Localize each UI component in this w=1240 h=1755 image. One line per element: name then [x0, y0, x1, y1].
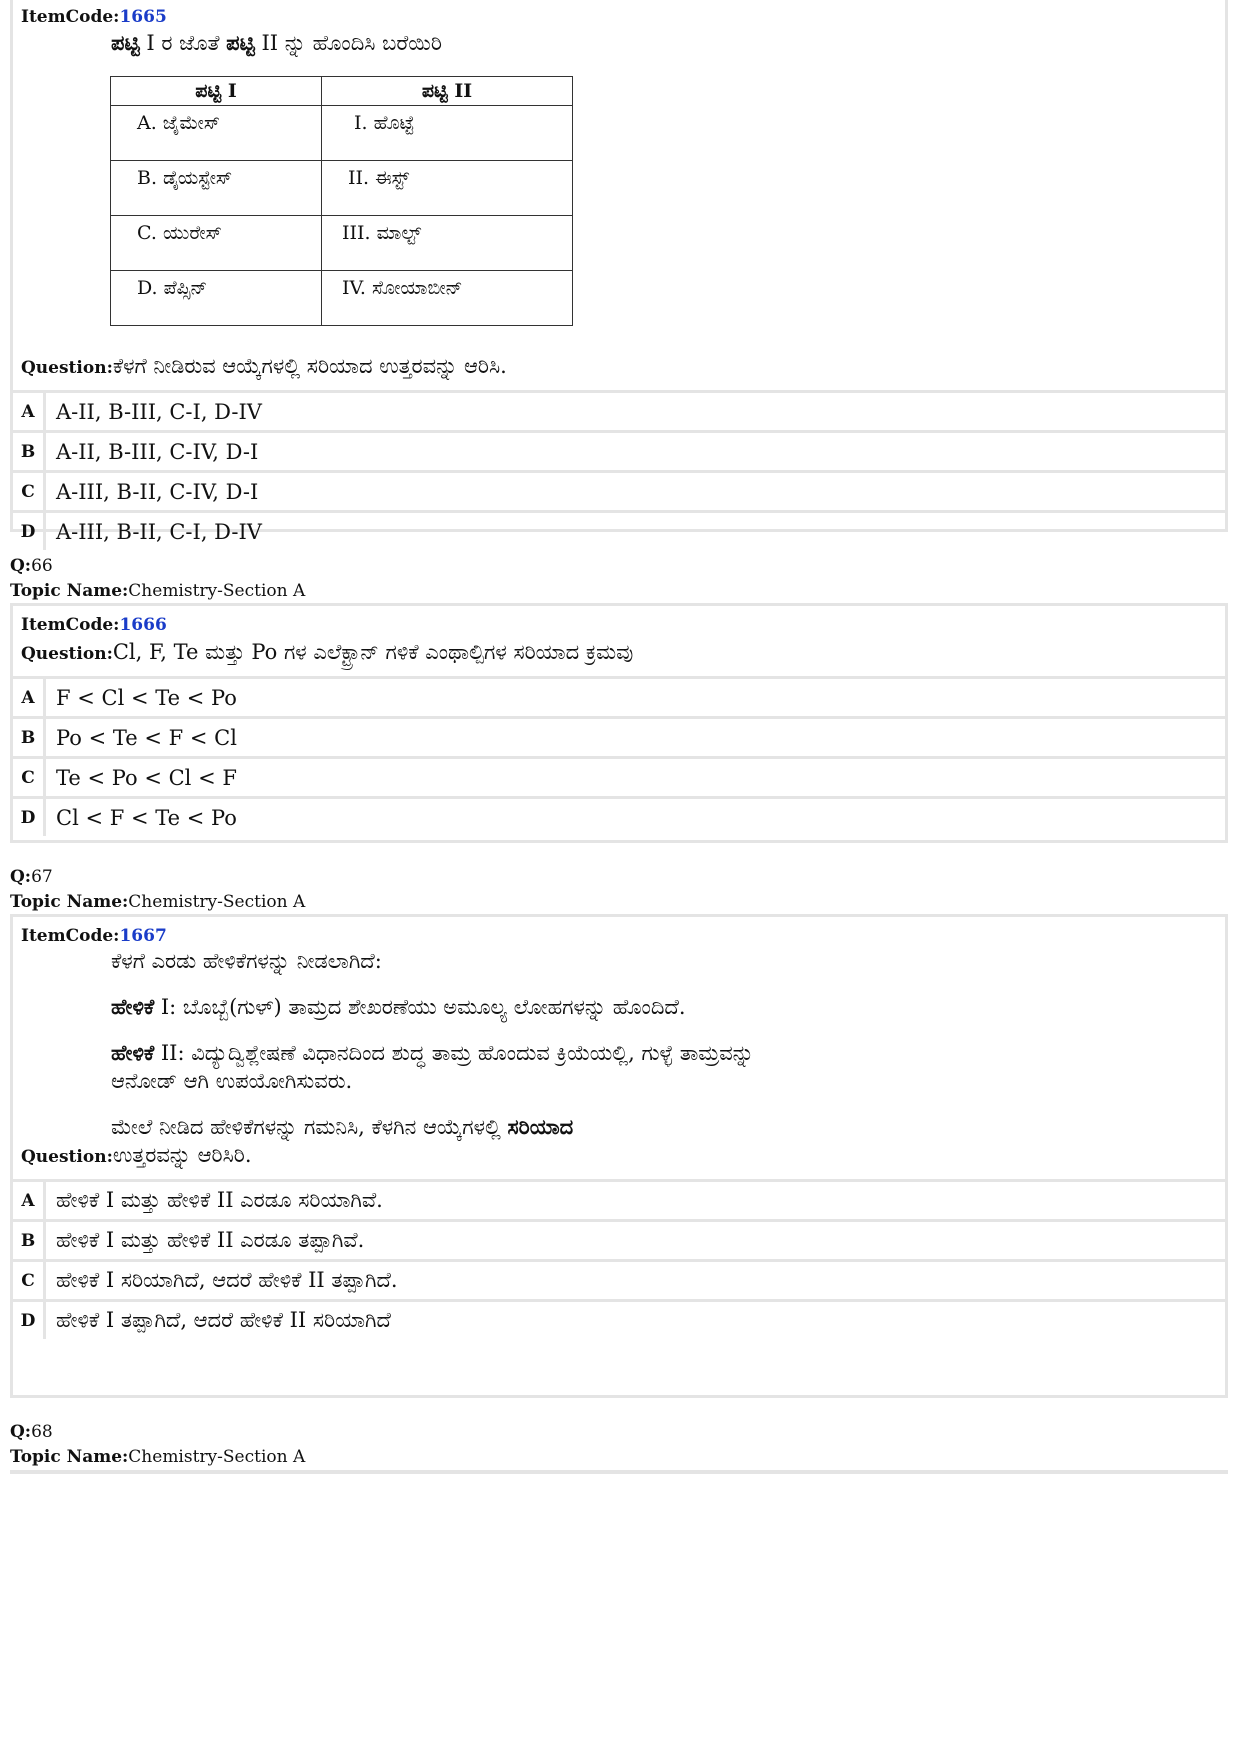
match-table — [110, 76, 573, 326]
item-code-line — [21, 614, 1217, 636]
option-a[interactable] — [13, 1179, 1225, 1219]
option-text: F < Cl < Te < Po — [56, 685, 237, 710]
question-card-1666 — [10, 603, 1228, 843]
table-cell-right: III. ಮಾಲ್ಟ್ — [322, 216, 573, 271]
option-letter: C — [13, 759, 46, 796]
q-number: 68 — [31, 1422, 53, 1442]
option-c[interactable] — [13, 470, 1225, 510]
question-text: Cl, F, Te ಮತ್ತು Po ಗಳ ಎಲೆಕ್ಟ್ರಾನ್ ಗಳಿಕೆ ಎಂಥಾಲ್ಪಿಗಳ ಸರಿಯಾದ ಕ್ರಮವು — [112, 640, 634, 664]
q-number: 67 — [31, 867, 53, 887]
option-d[interactable] — [13, 1299, 1225, 1339]
statement-text: II: ವಿದ್ಯುದ್ವಿಶ್ಲೇಷಣೆ ವಿಧಾನದಿಂದ ಶುದ್ಧ ತಾಮ್ರ ಹೊಂದುವ ಕ್ರಿಯೆಯಲ್ಲಿ, ಗುಳ್ಳೆ ತಾಮ್ರವನ್ನು ಆನೋಡ್ ಆಗಿ ಉಪಯೋಗಿಸುವರು. — [111, 1041, 754, 1093]
option-text: ಹೇಳಿಕೆ I ತಪ್ಪಾಗಿದೆ, ಆದರೆ ಹೇಳಿಕೆ II ಸರಿಯಾಗಿದೆ — [56, 1308, 391, 1332]
topic-name — [10, 891, 305, 913]
question-label: Question: — [21, 358, 113, 378]
closing-text-plain: ಮೇಲೆ ನೀಡಿದ ಹೇಳಿಕೆಗಳನ್ನು ಗಮನಿಸಿ, ಕೆಳಗಿನ ಆಯ್ಕೆಗಳಲ್ಲಿ — [111, 1115, 508, 1139]
question-card-1667 — [10, 914, 1228, 1398]
topic-name — [10, 580, 305, 602]
instruction-bold-1: ಪಟ್ಟಿ — [111, 30, 140, 55]
topic-value: Chemistry-Section A — [128, 892, 306, 912]
option-letter: C — [13, 473, 46, 510]
item-code-value: 1667 — [119, 926, 167, 946]
option-b[interactable] — [13, 716, 1225, 756]
option-letter: D — [13, 1302, 46, 1339]
question-label: Question: — [21, 1147, 113, 1167]
option-c[interactable] — [13, 756, 1225, 796]
option-letter: D — [13, 799, 46, 836]
option-text: A-III, B-II, C-IV, D-I — [56, 479, 259, 504]
option-letter: A — [13, 679, 46, 716]
topic-value: Chemistry-Section A — [128, 1447, 306, 1467]
topic-label: Topic Name: — [10, 1447, 129, 1467]
option-text: Te < Po < Cl < F — [56, 765, 237, 790]
option-letter: A — [13, 393, 46, 430]
question-card-1665 — [10, 0, 1228, 544]
option-letter: A — [13, 1182, 46, 1219]
option-letter: B — [13, 719, 46, 756]
instruction-bold-2: ಪಟ್ಟಿ — [226, 30, 255, 55]
table-row — [111, 161, 573, 216]
option-text: A-II, B-III, C-IV, D-I — [56, 439, 259, 464]
item-code-value: 1665 — [119, 7, 167, 27]
instruction-text-1: I ರ ಜೊತೆ — [139, 31, 227, 55]
option-text: Cl < F < Te < Po — [56, 805, 237, 830]
table-cell-right: I. ಹೊಟ್ಟೆ — [322, 106, 573, 161]
statement-label: ಹೇಳಿಕೆ — [111, 994, 155, 1019]
option-text: ಹೇಳಿಕೆ I ಮತ್ತು ಹೇಳಿಕೆ II ಎರಡೂ ತಪ್ಪಾಗಿವೆ. — [56, 1228, 365, 1252]
table-header-list1: ಪಟ್ಟಿ I — [111, 77, 322, 106]
table-cell-left: B. ಡೈಯಸ್ಟೇಸ್ — [111, 161, 322, 216]
question-line — [21, 1141, 1217, 1179]
statement-1 — [111, 993, 791, 1021]
statement-label: ಹೇಳಿಕೆ — [111, 1040, 155, 1065]
topic-label: Topic Name: — [10, 581, 129, 601]
q-label: Q: — [10, 867, 32, 887]
table-cell-right: II. ಈಸ್ಟ್ — [322, 161, 573, 216]
option-d[interactable] — [13, 510, 1225, 550]
section-divider — [10, 1470, 1228, 1474]
option-letter: D — [13, 513, 46, 550]
question-number — [10, 866, 53, 888]
option-letter: C — [13, 1262, 46, 1299]
table-cell-left: A. ಜೈಮೇಸ್ — [111, 106, 322, 161]
topic-name — [10, 1446, 305, 1468]
item-code-label: ItemCode: — [21, 615, 120, 635]
table-header-list2: ಪಟ್ಟಿ II — [322, 77, 573, 106]
option-letter: B — [13, 1222, 46, 1259]
table-cell-right: IV. ಸೋಯಾಬೀನ್ — [322, 271, 573, 326]
table-row — [111, 106, 573, 161]
question-text: ಕೆಳಗೆ ನೀಡಿರುವ ಆಯ್ಕೆಗಳಲ್ಲಿ ಸರಿಯಾದ ಉತ್ತರವನ್ನು ಆರಿಸಿ. — [112, 354, 507, 378]
q-label: Q: — [10, 556, 32, 576]
option-c[interactable] — [13, 1259, 1225, 1299]
table-row — [111, 216, 573, 271]
item-code-label: ItemCode: — [21, 7, 120, 27]
item-code-label: ItemCode: — [21, 926, 120, 946]
topic-label: Topic Name: — [10, 892, 129, 912]
question-number — [10, 555, 53, 577]
table-row — [111, 271, 573, 326]
table-cell-left: C. ಯುರೇಸ್ — [111, 216, 322, 271]
topic-value: Chemistry-Section A — [128, 581, 306, 601]
instruction-text-2: II ನ್ನು ಹೊಂದಿಸಿ ಬರೆಯಿರಿ — [254, 31, 442, 55]
closing-text-bold: ಸರಿಯಾದ — [507, 1114, 574, 1139]
question-text: ಉತ್ತರವನ್ನು ಆರಿಸಿರಿ. — [112, 1143, 252, 1167]
option-d[interactable] — [13, 796, 1225, 836]
option-text: A-II, B-III, C-I, D-IV — [56, 399, 262, 424]
intro-text: ಕೆಳಗೆ ಎರಡು ಹೇಳಿಕೆಗಳನ್ನು ನೀಡಲಾಗಿದೆ: — [111, 949, 382, 973]
statement-2 — [111, 1039, 791, 1095]
item-code-line — [21, 6, 1217, 28]
item-code-line — [21, 925, 1217, 947]
option-text: ಹೇಳಿಕೆ I ಸರಿಯಾಗಿದೆ, ಆದರೆ ಹೇಳಿಕೆ II ತಪ್ಪಾಗಿದೆ. — [56, 1268, 398, 1292]
option-text: ಹೇಳಿಕೆ I ಮತ್ತು ಹೇಳಿಕೆ II ಎರಡೂ ಸರಿಯಾಗಿವೆ. — [56, 1188, 383, 1212]
closing-text — [111, 1113, 791, 1141]
option-text: Po < Te < F < Cl — [56, 725, 237, 750]
option-a[interactable] — [13, 390, 1225, 430]
question-line — [21, 636, 1217, 676]
q-label: Q: — [10, 1422, 32, 1442]
table-cell-left: D. ಪೆಪ್ಸಿನ್ — [111, 271, 322, 326]
option-b[interactable] — [13, 1219, 1225, 1259]
item-code-value: 1666 — [119, 615, 167, 635]
option-b[interactable] — [13, 430, 1225, 470]
question-number — [10, 1421, 53, 1443]
statement-text: I: ಬೊಬ್ಬೆ(ಗುಳ್) ತಾಮ್ರದ ಶೇಖರಣೆಯು ಅಮೂಲ್ಯ ಲೋಹಗಳನ್ನು ಹೊಂದಿದೆ. — [154, 995, 686, 1019]
option-text: A-III, B-II, C-I, D-IV — [56, 519, 262, 544]
question-label: Question: — [21, 644, 113, 664]
option-letter: B — [13, 433, 46, 470]
instruction — [111, 30, 1217, 56]
question-line — [21, 348, 1217, 390]
q-number: 66 — [31, 556, 53, 576]
option-a[interactable] — [13, 676, 1225, 716]
